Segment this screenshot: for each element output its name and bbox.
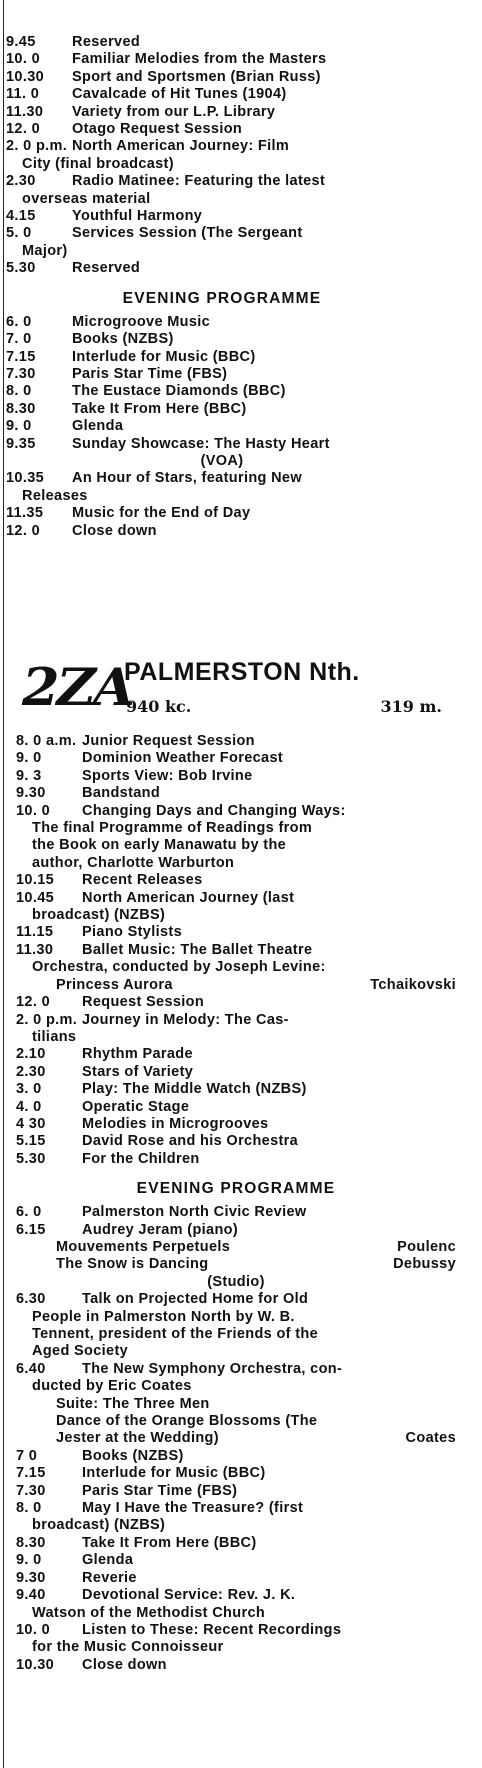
programme-work <box>16 1430 456 1447</box>
programme-time: 9.45 <box>6 34 36 50</box>
programme-title: Listen to These: Recent Recordings <box>82 1621 342 1638</box>
programme-title: Reserved <box>72 260 141 277</box>
programme-title: Youthful Harmony <box>72 208 203 225</box>
programme-title: Palmerston North Civic Review <box>82 1204 307 1221</box>
programme-line <box>16 1046 456 1063</box>
programme-time: 11.35 <box>6 505 44 522</box>
programme-entry <box>16 1064 456 1081</box>
programme-entry <box>6 121 438 138</box>
programme-time: 6. 0 <box>16 1204 42 1221</box>
programme-title: Services Session (The Sergeant <box>72 225 303 242</box>
programme-time: 7.15 <box>6 348 36 365</box>
programme-line <box>16 1204 456 1221</box>
programme-entry <box>6 470 438 505</box>
programme-entry <box>6 138 438 173</box>
programme-time: 7.15 <box>16 1465 46 1482</box>
programme-title: For the Children <box>82 1150 200 1167</box>
programme-time: 9.30 <box>16 1569 46 1586</box>
programme-entry <box>16 1222 456 1292</box>
evening-heading-2: EVENING PROGRAMME <box>136 1180 336 1198</box>
programme-line <box>6 86 438 103</box>
programme-time: 2.30 <box>6 173 36 190</box>
work-composer: Poulenc <box>397 1238 456 1255</box>
station-city: PALMERSTON Nth. <box>124 658 360 686</box>
programme-entry <box>16 1483 456 1500</box>
work-composer: Tchaikovski <box>370 976 456 993</box>
programme-entry <box>16 733 456 750</box>
programme-entry <box>16 1622 456 1657</box>
programme-time: 6.15 <box>16 1221 46 1238</box>
station-call-sign: 2ZA <box>22 656 132 718</box>
programme-time: 9. 0 <box>16 750 42 767</box>
programme-note: (Studio) <box>207 1273 265 1290</box>
programme-line <box>16 1535 456 1552</box>
programme-time: 10.30 <box>6 68 45 85</box>
programme-title: Take It From Here (BBC) <box>82 1534 257 1551</box>
programme-line <box>6 505 438 522</box>
programme-work <box>16 1256 456 1273</box>
programme-title: May I Have the Treasure? (first <box>82 1500 304 1517</box>
programme-line <box>6 260 438 277</box>
programme-entry <box>16 1133 456 1150</box>
programme-title: Paris Star Time (FBS) <box>72 365 228 382</box>
programme-title: Close down <box>72 522 157 539</box>
programme-entry <box>16 890 456 925</box>
programme-line <box>6 418 438 435</box>
programme-time: 10. 0 <box>16 802 50 819</box>
programme-line <box>16 750 456 767</box>
programme-entry <box>16 1204 456 1221</box>
programme-line <box>6 208 438 225</box>
programme-entry <box>16 1448 456 1465</box>
programme-title: Talk on Projected Home for Old <box>82 1291 309 1308</box>
programme-title: Sport and Sportsmen (Brian Russ) <box>72 68 321 85</box>
programme-continuation: Aged Society <box>32 1343 129 1360</box>
programme-entry <box>6 51 438 68</box>
programme-entry <box>6 366 438 383</box>
programme-continuation: The final Programme of Readings from <box>32 820 313 837</box>
programme-entry <box>6 225 438 260</box>
programme-time: 10.35 <box>6 470 45 487</box>
programme-entry <box>6 401 438 418</box>
programme-continuation: Orchestra, conducted by Joseph Levine: <box>32 959 326 976</box>
programme-line <box>6 138 438 155</box>
programme-entry <box>6 505 438 522</box>
programme-entry <box>6 173 438 208</box>
programme-time: 8.30 <box>6 400 36 417</box>
programme-line <box>6 401 438 418</box>
schedule-section-2 <box>16 733 456 1674</box>
programme-entry <box>16 1535 456 1552</box>
programme-continuation: Releases <box>22 487 88 504</box>
programme-time: 11.15 <box>16 924 54 941</box>
programme-line <box>6 51 438 68</box>
programme-title: Music for the End of Day <box>72 505 251 522</box>
programme-work <box>16 1239 456 1256</box>
programme-title: Cavalcade of Hit Tunes (1904) <box>72 86 287 103</box>
programme-line <box>16 1448 456 1465</box>
programme-line <box>6 69 438 86</box>
evening-list-1 <box>6 314 438 540</box>
programme-entry <box>6 208 438 225</box>
programme-title: Melodies in Microgrooves <box>82 1115 269 1132</box>
programme-time: 2.30 <box>16 1063 46 1080</box>
programme-line <box>6 34 438 51</box>
programme-title: Interlude for Music (BBC) <box>72 348 256 365</box>
programme-time: 12. 0 <box>16 994 50 1011</box>
programme-title: Journey in Melody: The Cas- <box>82 1011 289 1028</box>
programme-time: 11.30 <box>6 103 44 120</box>
programme-entry <box>6 34 438 51</box>
programme-entry <box>16 785 456 802</box>
station-wavelength: 319 m. <box>380 697 442 716</box>
programme-line <box>6 436 438 453</box>
programme-title: Ballet Music: The Ballet Theatre <box>82 941 313 958</box>
programme-time: 3. 0 <box>16 1081 42 1098</box>
programme-time: 6. 0 <box>6 313 32 330</box>
programme-line <box>16 1361 456 1378</box>
programme-line <box>16 733 456 750</box>
column-rule <box>3 0 4 1768</box>
programme-entry <box>16 1570 456 1587</box>
programme-title: Radio Matinee: Featuring the latest <box>72 173 326 190</box>
programme-title: Stars of Variety <box>82 1063 194 1080</box>
programme-line <box>16 1657 456 1674</box>
programme-time: 6.40 <box>16 1360 46 1377</box>
programme-time: 5.30 <box>16 1150 46 1167</box>
programme-time: 12. 0 <box>6 522 40 539</box>
programme-entry <box>16 768 456 785</box>
programme-entry <box>6 86 438 103</box>
programme-time: 8.30 <box>16 1534 46 1551</box>
programme-title: Take It From Here (BBC) <box>72 400 247 417</box>
programme-line <box>6 523 438 540</box>
programme-continuation: Major) <box>22 242 68 259</box>
programme-time: 4. 0 <box>16 1098 42 1115</box>
programme-title: Otago Request Session <box>72 121 243 138</box>
work-title: Princess Aurora <box>56 976 173 993</box>
programme-entry <box>6 418 438 435</box>
programme-entry <box>6 260 438 277</box>
programme-continuation: overseas material <box>22 190 151 207</box>
programme-entry <box>16 1116 456 1133</box>
programme-line <box>16 1064 456 1081</box>
programme-line <box>16 994 456 1011</box>
programme-subline: Dance of the Orange Blossoms (The <box>56 1413 318 1430</box>
programme-title: North American Journey (last <box>82 889 295 906</box>
programme-time: 11. 0 <box>6 86 40 103</box>
programme-time: 8. 0 <box>6 383 32 400</box>
programme-title: An Hour of Stars, featuring New <box>72 470 302 487</box>
programme-line <box>16 1483 456 1500</box>
programme-continuation: broadcast) (NZBS) <box>32 907 166 924</box>
programme-line <box>16 1116 456 1133</box>
programme-line <box>16 890 456 907</box>
programme-entry <box>16 1657 456 1674</box>
programme-continuation: the Book on early Manawatu by the <box>32 837 287 854</box>
programme-time: 10.15 <box>16 872 55 889</box>
programme-entry <box>16 1046 456 1063</box>
programme-line <box>6 225 438 242</box>
programme-line <box>16 1465 456 1482</box>
programme-entry <box>16 1552 456 1569</box>
programme-entry <box>16 803 456 873</box>
programme-entry <box>16 1500 456 1535</box>
programme-time: 9.40 <box>16 1587 46 1604</box>
programme-line <box>16 1222 456 1239</box>
programme-title: North American Journey: Film <box>72 138 290 155</box>
schedule-section-1 <box>6 34 438 540</box>
programme-time: 2.10 <box>16 1046 46 1063</box>
programme-line <box>16 1587 456 1604</box>
evening-heading-1: EVENING PROGRAMME <box>122 289 322 307</box>
programme-title: Request Session <box>82 994 205 1011</box>
programme-line <box>16 1151 456 1168</box>
programme-title: Glenda <box>72 418 124 435</box>
programme-title: Books (NZBS) <box>72 331 174 348</box>
programme-entry <box>6 349 438 366</box>
programme-title: Reserved <box>72 34 141 50</box>
station-header <box>22 655 442 725</box>
programme-line <box>6 470 438 487</box>
programme-line <box>16 942 456 959</box>
programme-title: Glenda <box>82 1552 134 1569</box>
programme-entry <box>6 69 438 86</box>
programme-title: Books (NZBS) <box>82 1447 184 1464</box>
programme-title: Sunday Showcase: The Hasty Heart <box>72 435 330 452</box>
programme-continuation: Tennent, president of the Friends of the <box>32 1326 319 1342</box>
programme-entry <box>6 331 438 348</box>
programme-title: Familiar Melodies from the Masters <box>72 51 327 68</box>
programme-time: 10. 0 <box>6 51 40 68</box>
programme-title: Piano Stylists <box>82 924 182 941</box>
programme-subline: Suite: The Three Men <box>56 1395 210 1412</box>
programme-continuation: ducted by Eric Coates <box>32 1378 192 1395</box>
programme-time: 12. 0 <box>6 121 40 138</box>
programme-title: Close down <box>82 1656 167 1673</box>
programme-entry <box>16 872 456 889</box>
programme-time: 9.35 <box>6 435 36 452</box>
programme-continuation: author, Charlotte Warburton <box>32 854 235 871</box>
programme-line <box>16 803 456 820</box>
programme-time: 9. 0 <box>6 418 32 435</box>
programme-entry <box>16 924 456 941</box>
work-composer: Coates <box>405 1430 456 1447</box>
programme-entry <box>6 436 438 471</box>
programme-continuation: for the Music Connoisseur <box>32 1639 224 1656</box>
programme-time: 7.30 <box>16 1482 46 1499</box>
programme-title: Variety from our L.P. Library <box>72 103 276 120</box>
programme-time: 10.30 <box>16 1656 55 1673</box>
programme-entry <box>16 1587 456 1622</box>
programme-time: 7.30 <box>6 365 36 382</box>
work-composer: Debussy <box>393 1256 456 1273</box>
programme-title: Rhythm Parade <box>82 1046 193 1063</box>
programme-line <box>16 872 456 889</box>
programme-line <box>6 331 438 348</box>
programme-line <box>16 1081 456 1098</box>
programme-title: The New Symphony Orchestra, con- <box>82 1360 343 1377</box>
programme-line <box>16 1099 456 1116</box>
programme-time: 4 30 <box>16 1115 46 1132</box>
programme-entry <box>6 314 438 331</box>
programme-time: 7. 0 <box>6 331 32 348</box>
evening-list-2 <box>16 1204 456 1674</box>
programme-time: 8. 0 <box>16 1500 42 1517</box>
programme-line <box>6 383 438 400</box>
programme-time: 9.30 <box>16 785 46 802</box>
programme-entry <box>16 1081 456 1098</box>
programme-time: 2. 0 p.m. <box>6 138 68 155</box>
programme-time: 8. 0 a.m. <box>16 733 77 749</box>
programme-line <box>6 349 438 366</box>
programme-continuation: Watson of the Methodist Church <box>32 1604 266 1621</box>
programme-entry <box>6 523 438 540</box>
daytime-list-1 <box>6 34 438 278</box>
programme-time: 6.30 <box>16 1291 46 1308</box>
programme-line <box>16 1500 456 1517</box>
programme-time: 5. 0 <box>6 225 32 242</box>
programme-line <box>6 173 438 190</box>
programme-time: 10. 0 <box>16 1621 50 1638</box>
programme-time: 7 0 <box>16 1447 38 1464</box>
programme-time: 5.30 <box>6 260 36 277</box>
programme-entry <box>6 383 438 400</box>
programme-entry <box>16 942 456 994</box>
programme-time: 9. 3 <box>16 767 42 784</box>
programme-line <box>16 1012 456 1029</box>
programme-title: Reverie <box>82 1569 137 1586</box>
programme-line <box>6 366 438 383</box>
programme-line <box>6 314 438 331</box>
programme-entry <box>16 1151 456 1168</box>
programme-title: Dominion Weather Forecast <box>82 750 284 767</box>
programme-line <box>16 768 456 785</box>
programme-continuation: City (final broadcast) <box>22 155 174 172</box>
programme-line <box>6 104 438 121</box>
programme-title: Paris Star Time (FBS) <box>82 1482 238 1499</box>
daytime-list-2 <box>16 733 456 1168</box>
programme-entry <box>16 994 456 1011</box>
programme-continuation: People in Palmerston North by W. B. <box>32 1308 295 1325</box>
programme-note: (VOA) <box>200 452 244 469</box>
programme-title: Junior Request Session <box>82 733 255 749</box>
programme-title: Operatic Stage <box>82 1098 190 1115</box>
programme-title: Recent Releases <box>82 872 203 889</box>
work-title: Mouvements Perpetuels <box>56 1238 231 1255</box>
programme-title: David Rose and his Orchestra <box>82 1133 299 1150</box>
programme-time: 2. 0 p.m. <box>16 1011 78 1028</box>
programme-entry <box>16 750 456 767</box>
programme-entry <box>16 1291 456 1361</box>
programme-title: Microgroove Music <box>72 313 211 330</box>
programme-entry <box>16 1361 456 1448</box>
programme-line <box>16 1552 456 1569</box>
programme-time: 9. 0 <box>16 1552 42 1569</box>
programme-continuation: tilians <box>32 1028 77 1045</box>
programme-line <box>16 785 456 802</box>
programme-entry <box>6 104 438 121</box>
programme-line <box>16 1133 456 1150</box>
programme-line <box>16 1291 456 1308</box>
work-title: Jester at the Wedding) <box>56 1430 219 1447</box>
programme-time: 10.45 <box>16 889 55 906</box>
programme-entry <box>16 1465 456 1482</box>
work-title: The Snow is Dancing <box>56 1256 209 1273</box>
programme-time: 5.15 <box>16 1133 46 1150</box>
programme-time: 4.15 <box>6 208 36 225</box>
programme-line <box>16 1570 456 1587</box>
programme-title: The Eustace Diamonds (BBC) <box>72 383 286 400</box>
programme-line <box>16 924 456 941</box>
programme-title: Audrey Jeram (piano) <box>82 1221 239 1238</box>
programme-title: Changing Days and Changing Ways: <box>82 802 346 819</box>
station-frequency: 940 kc. <box>126 697 192 716</box>
programme-time: 11.30 <box>16 941 54 958</box>
programme-title: Bandstand <box>82 785 161 802</box>
programme-title: Devotional Service: Rev. J. K. <box>82 1587 296 1604</box>
programme-title: Interlude for Music (BBC) <box>82 1465 266 1482</box>
programme-line <box>16 1622 456 1639</box>
programme-title: Sports View: Bob Irvine <box>82 767 253 784</box>
programme-title: Play: The Middle Watch (NZBS) <box>82 1081 307 1098</box>
programme-entry <box>16 1012 456 1047</box>
programme-line <box>6 121 438 138</box>
programme-continuation: broadcast) (NZBS) <box>32 1517 166 1534</box>
programme-entry <box>16 1099 456 1116</box>
programme-work <box>16 977 456 994</box>
